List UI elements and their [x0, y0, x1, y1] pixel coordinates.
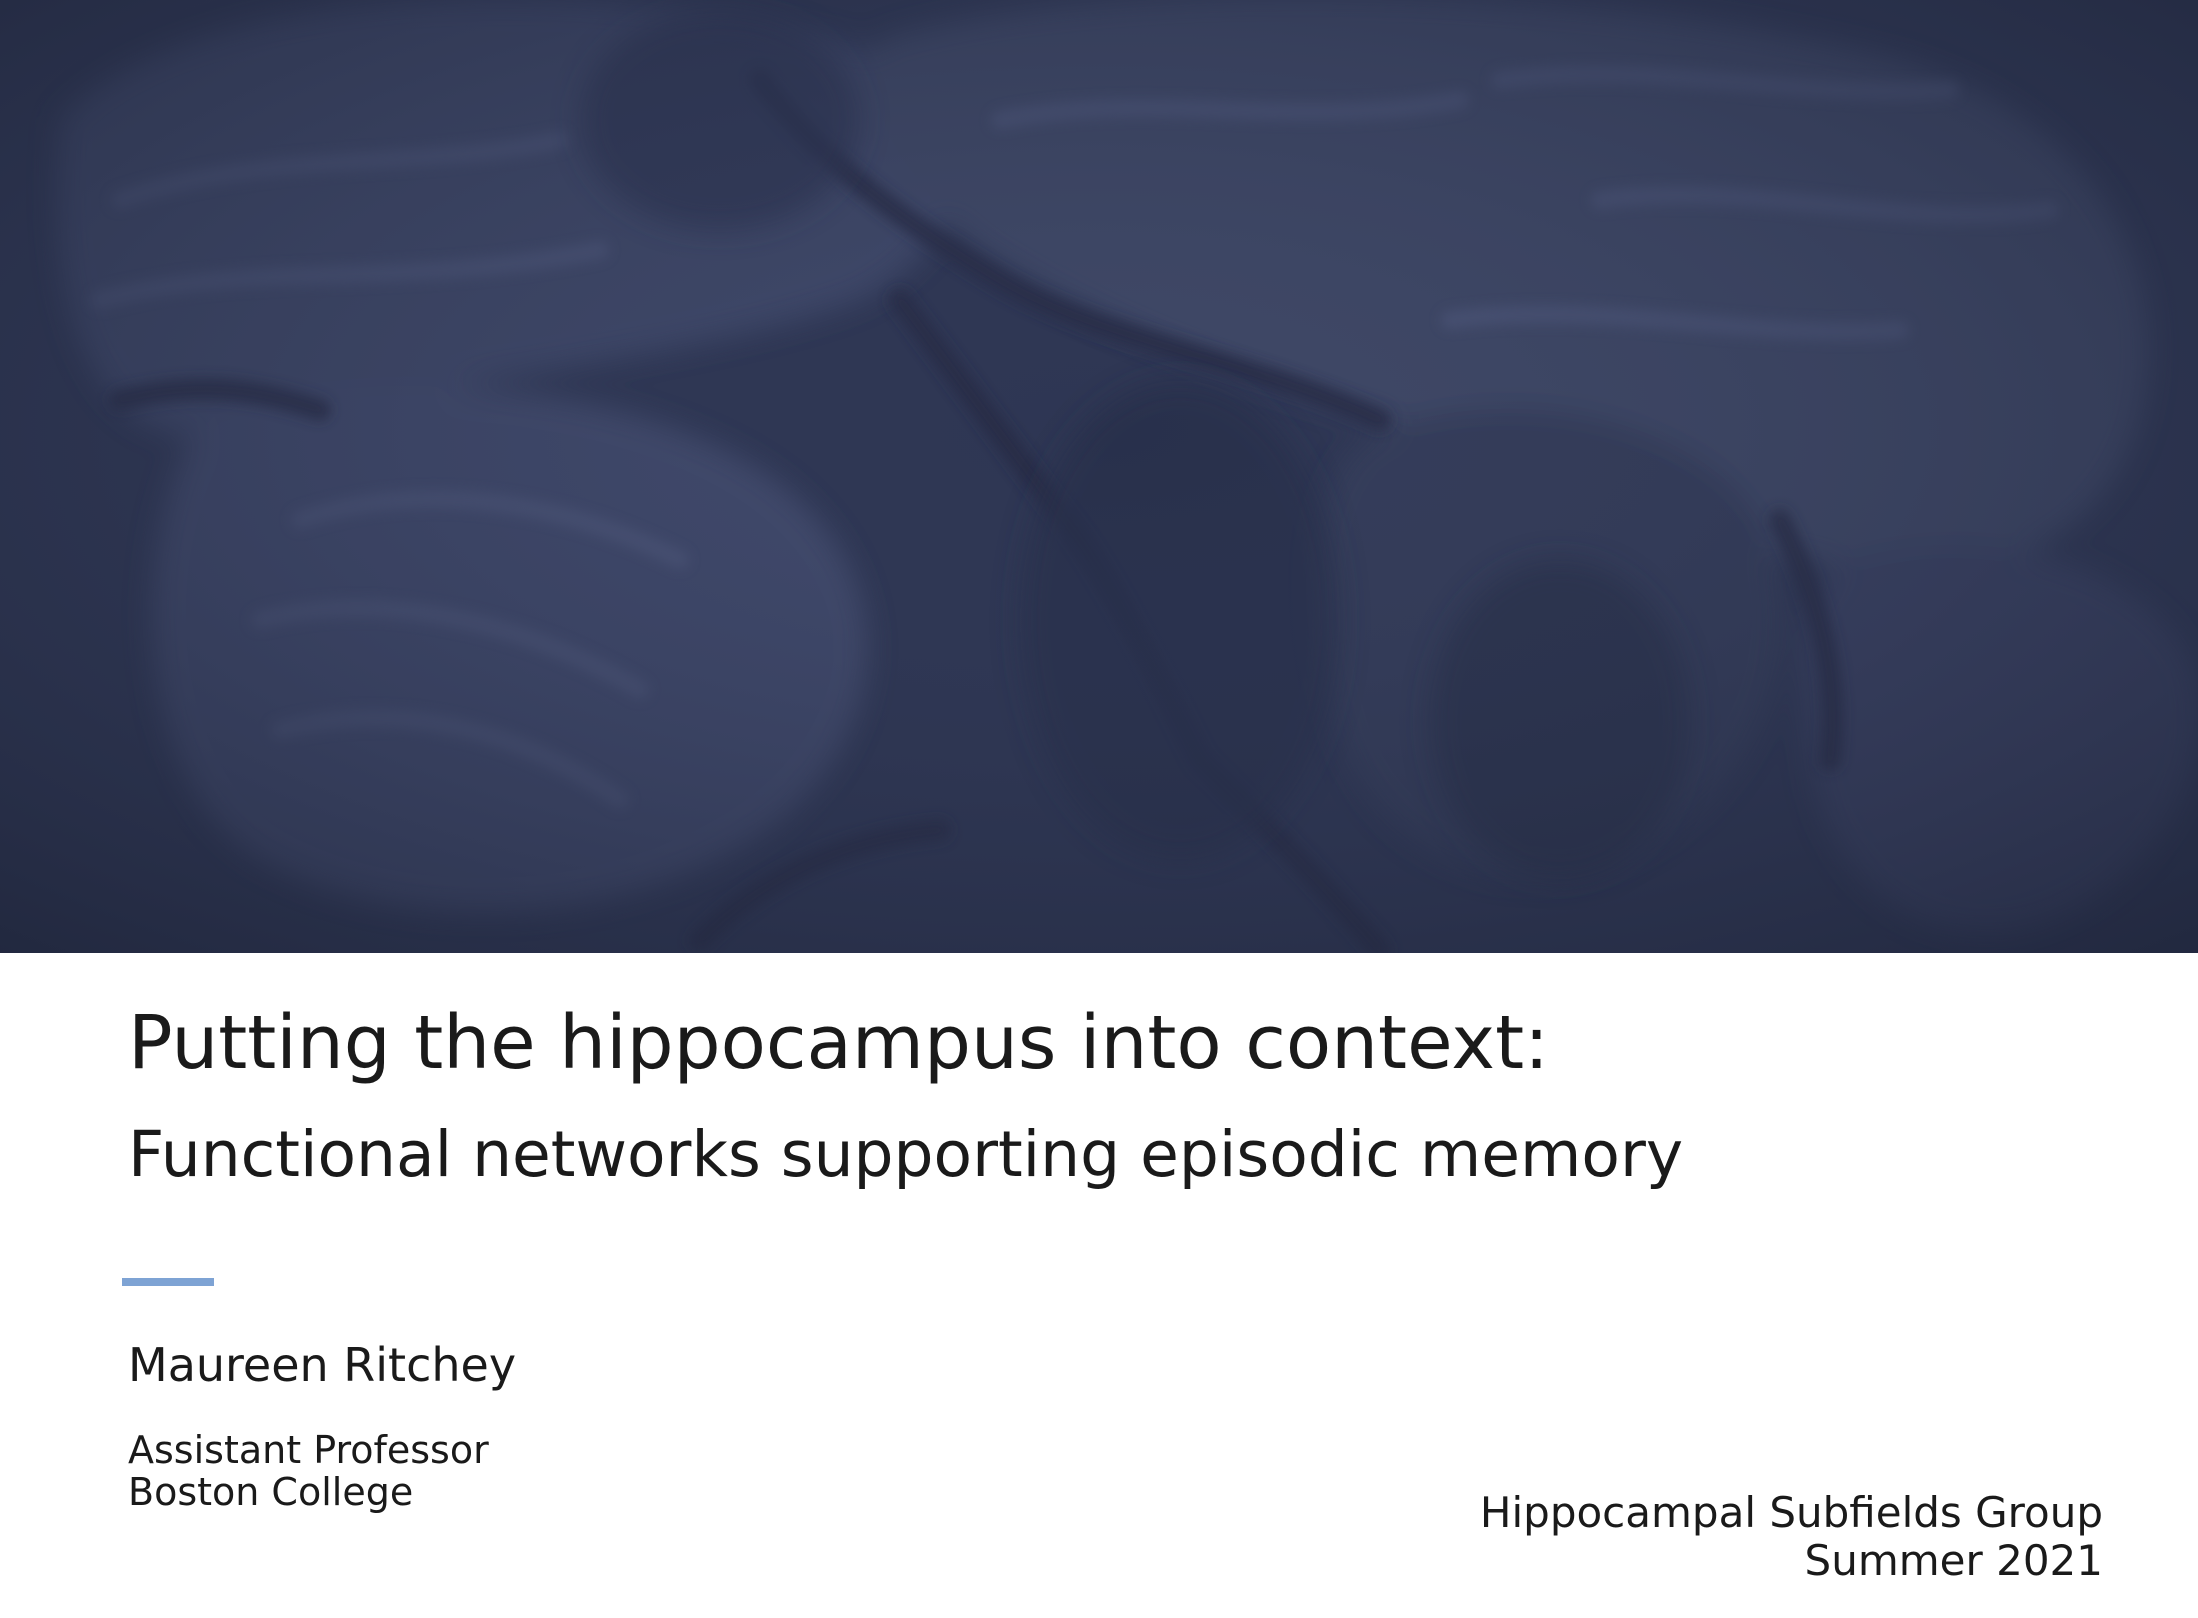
author-name: Maureen Ritchey [128, 1338, 517, 1392]
accent-divider [122, 1278, 214, 1286]
event-name: Hippocampal Subfields Group [1479, 1488, 2103, 1537]
slide-subtitle: Functional networks supporting episodic memory [128, 1118, 1684, 1191]
slide-title: Putting the hippocampus into context: [128, 1000, 1550, 1086]
author-institution: Boston College [128, 1470, 414, 1514]
author-position: Assistant Professor [128, 1428, 489, 1472]
event-date: Summer 2021 [1804, 1536, 2103, 1585]
